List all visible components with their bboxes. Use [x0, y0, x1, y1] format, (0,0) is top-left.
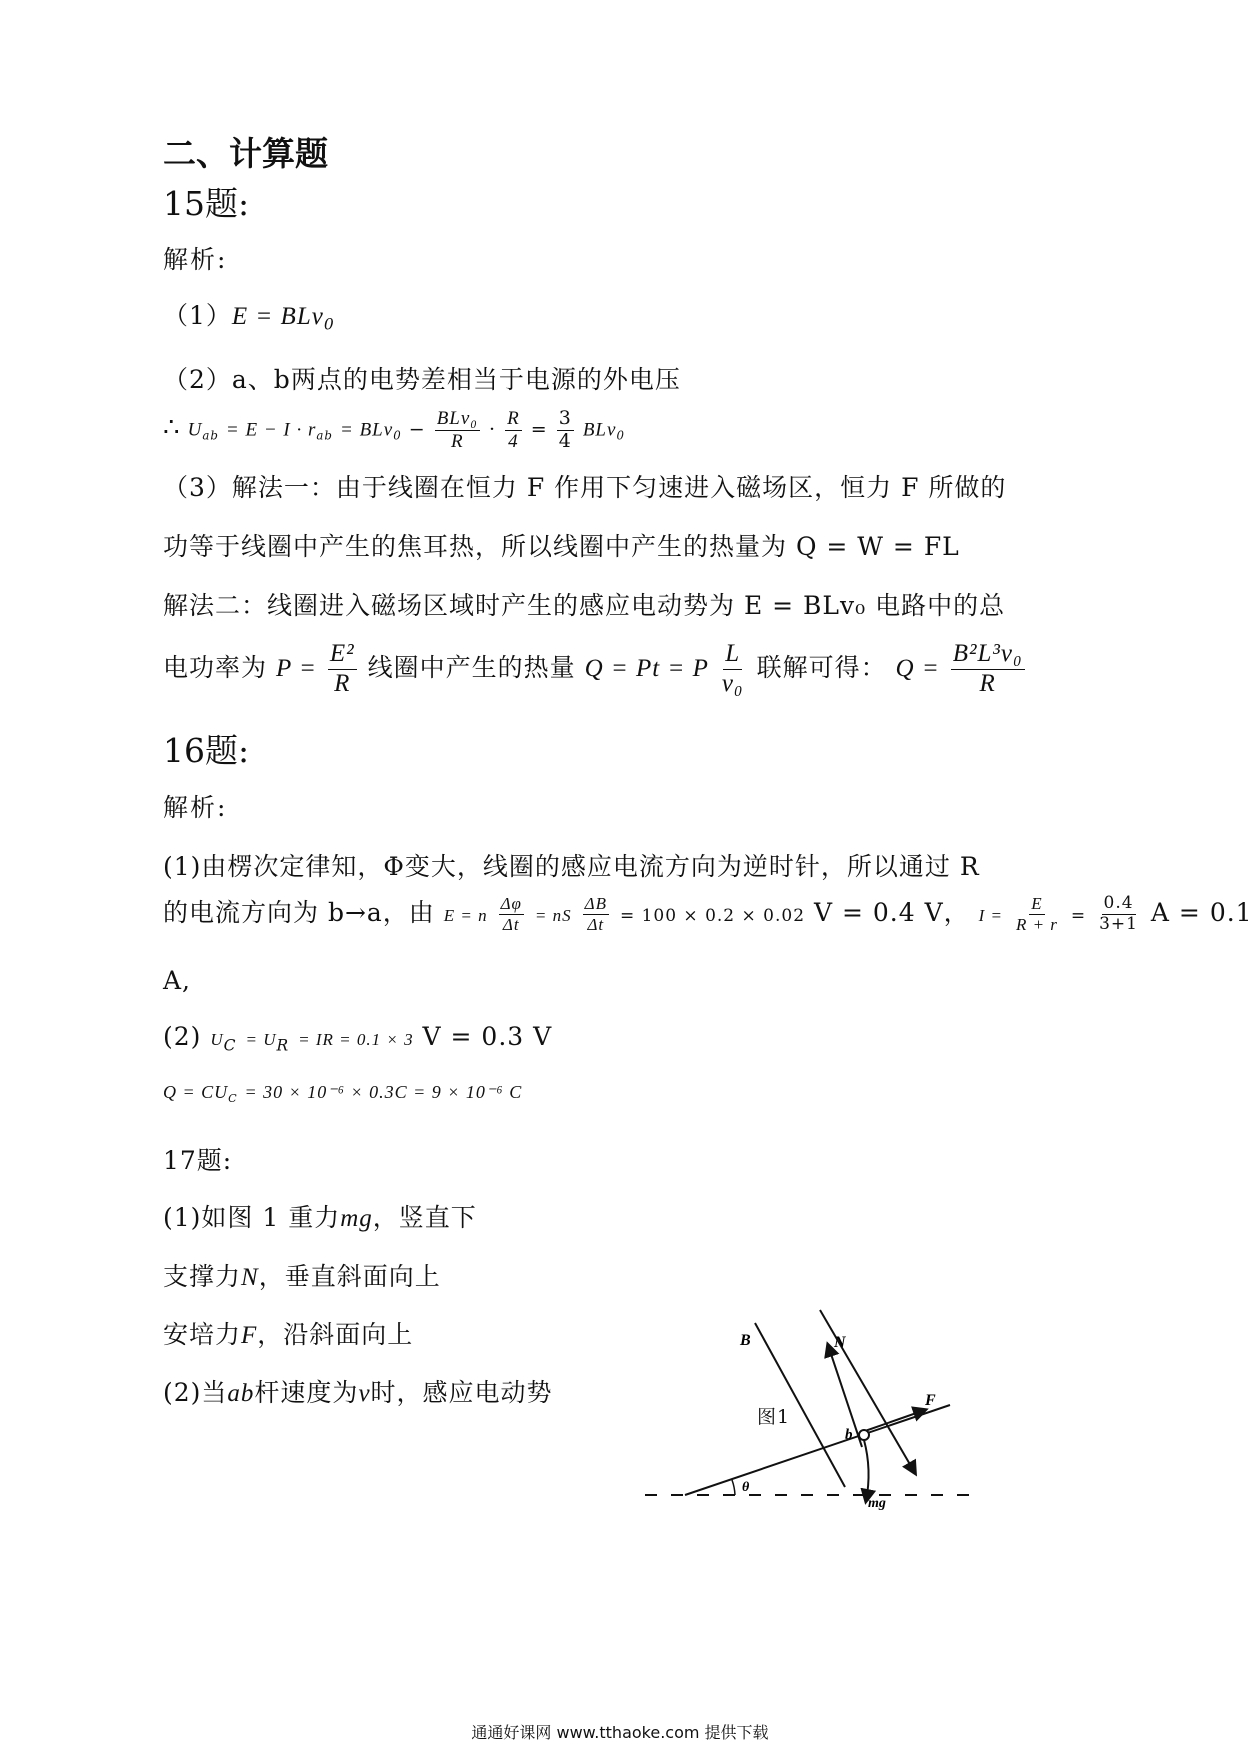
- frac-blv0-over-r: $\frac{\text{BLv₀}}{R}$: [436, 408, 478, 452]
- uc-symbol: U: [210, 1030, 224, 1049]
- charge-symbol: Q = CU: [163, 1082, 229, 1102]
- q17-part2-line1: (2)当ab杆速度为v时，感应电动势: [163, 1378, 553, 1407]
- ur-symbol: = U: [245, 1030, 277, 1049]
- section-title: 二、计算题: [163, 134, 328, 173]
- frac-3-over-4: $\frac{3}{4}$: [558, 407, 572, 452]
- q15-part1-prefix: （1）: [163, 301, 232, 330]
- q16-part2-line1: (2) $U_C = U_R$ = IR = 0.1 × 3 V = 0.3 V: [163, 1022, 553, 1055]
- q17-part1-line1: (1)如图 1 重力mg，竖直下: [163, 1203, 477, 1232]
- q16-title: 16题:: [163, 731, 250, 770]
- footer-credit: 通通好课网 www.tthaoke.com 提供下载: [471, 1723, 769, 1742]
- rab-sub: ab: [316, 428, 333, 443]
- emf-calculation: = 100 × 0.2 × 0.02: [619, 906, 806, 926]
- ampere-force-arrow: [865, 1410, 925, 1431]
- eq-part-a: = E − I · r: [225, 419, 317, 441]
- uab-symbol: U: [187, 419, 203, 441]
- eq-part-b: = BLv: [340, 419, 394, 441]
- emf-result: V = 0.4 V，: [813, 898, 970, 927]
- ns-symbol: = nS: [534, 906, 572, 925]
- ampere-force-label: F: [925, 1392, 936, 1409]
- q16-part1-line2: [163, 893, 1253, 935]
- figure-1-diagram: [640, 1305, 980, 1535]
- incline-line: [685, 1405, 950, 1495]
- voltage-calculation: = IR = 0.1 × 3: [298, 1030, 414, 1049]
- line4-text-c: 联解可得：: [756, 652, 887, 682]
- q15-part3-line4: [163, 640, 1027, 699]
- rod-b-label: b: [845, 1427, 853, 1443]
- frac-b2l3v0-over-r: $\frac{\text{B²L³v₀}}{R}$: [952, 640, 1023, 697]
- current-symbol: I =: [978, 906, 1003, 925]
- therefore-symbol: ∴: [163, 412, 181, 443]
- theta-label: θ: [742, 1480, 750, 1495]
- q15-part1: [163, 296, 335, 333]
- gravity-arrow: [864, 1440, 869, 1501]
- frac-l-over-v0: $\frac{L}{\text{v₀}}$: [721, 640, 744, 697]
- q15-part3-line2: 功等于线圈中产生的焦耳热，所以线圈中产生的热量为 Q = W = FL: [163, 532, 960, 561]
- heat-equation: Q = Pt = P: [584, 654, 709, 682]
- line4-text-a: 电功率为: [163, 652, 268, 682]
- frac-db-dt: $\frac{\Delta B}{\Delta t}$: [584, 894, 607, 934]
- frac-e2-over-r: $\frac{\text{E²}}{R}$: [329, 640, 355, 697]
- q16-part2-prefix: (2): [163, 1022, 202, 1051]
- frac-e-over-rr: $\frac{E}{R + r}$: [1015, 894, 1058, 934]
- line4-text-b: 线圈中产生的热量: [367, 652, 576, 682]
- q16-analysis-label: 解析:: [163, 793, 228, 822]
- figure-1-caption: 图1: [757, 1406, 791, 1428]
- voltage-result: V = 0.3 V: [422, 1022, 553, 1051]
- q17-title: 17题:: [163, 1146, 233, 1175]
- q16-part2-line2: $Q = CU_C = 30 \times 10^{-6} \times 0.3C = 9 \times 10^{-6}$ C: [163, 1082, 523, 1105]
- emf-symbol: E = n: [443, 906, 488, 925]
- q16-line2-text: 的电流方向为 b→a，由: [163, 898, 435, 927]
- eq-tail: BLv: [582, 419, 617, 441]
- q17-part1-line2: 支撑力N，垂直斜面向上: [163, 1262, 441, 1291]
- gravity-label: mg: [868, 1496, 886, 1511]
- frac-r-over-4: $\frac{R}{4}$: [507, 408, 520, 452]
- angle-arc: [732, 1480, 735, 1495]
- q17-part1-line3: 安培力F，沿斜面向上: [163, 1320, 414, 1349]
- v0-sub: 0: [393, 428, 402, 443]
- current-result: A = 0.1: [1150, 898, 1253, 927]
- equals-sign: =: [1070, 906, 1087, 926]
- charge-calculation: = 30 × 10⁻⁶ × 0.3C = 9 × 10⁻⁶ C: [244, 1082, 523, 1102]
- power-symbol: P =: [275, 654, 317, 682]
- b-field-label: B: [740, 1332, 751, 1349]
- frac-dphi-dt: $\frac{\Delta\varphi}{\Delta t}$: [500, 894, 522, 934]
- normal-force-label: N: [834, 1334, 846, 1351]
- q15-part3-line1: （3）解法一：由于线圈在恒力 F 作用下匀速进入磁场区，恒力 F 所做的: [163, 473, 1007, 502]
- q15-part2-text: （2）a、b两点的电势差相当于电源的外电压: [163, 365, 681, 394]
- q15-part2-equation: ∴ $U_{ab} = E - I \cdot r_{ab} = BLv_0$ − $\frac{\text{BLv₀}}{R}$ · $\frac{R}{4}$ = $\frac{3}{4}$ BLv$_0$: [163, 407, 625, 452]
- rod-point-b: [859, 1430, 869, 1440]
- q15-analysis-label: 解析:: [163, 245, 228, 274]
- q15-title: 15题:: [163, 184, 250, 223]
- heat-result-symbol: Q =: [895, 654, 940, 682]
- uab-sub: ab: [202, 428, 219, 443]
- q16-part1-line1: (1)由楞次定律知，Φ变大，线圈的感应电流方向为逆时针，所以通过 R: [163, 852, 980, 881]
- q15-part1-equation: E = BLv: [231, 303, 324, 330]
- q15-part3-line3: 解法二：线圈进入磁场区域时产生的感应电动势为 E = BLv₀ 电路中的总: [163, 591, 1006, 620]
- q15-part1-sub: 0: [323, 315, 335, 334]
- frac-04-over-31: $\frac{0.4}{3+1}$: [1099, 893, 1138, 934]
- q16-part1-line3: A,: [163, 966, 192, 995]
